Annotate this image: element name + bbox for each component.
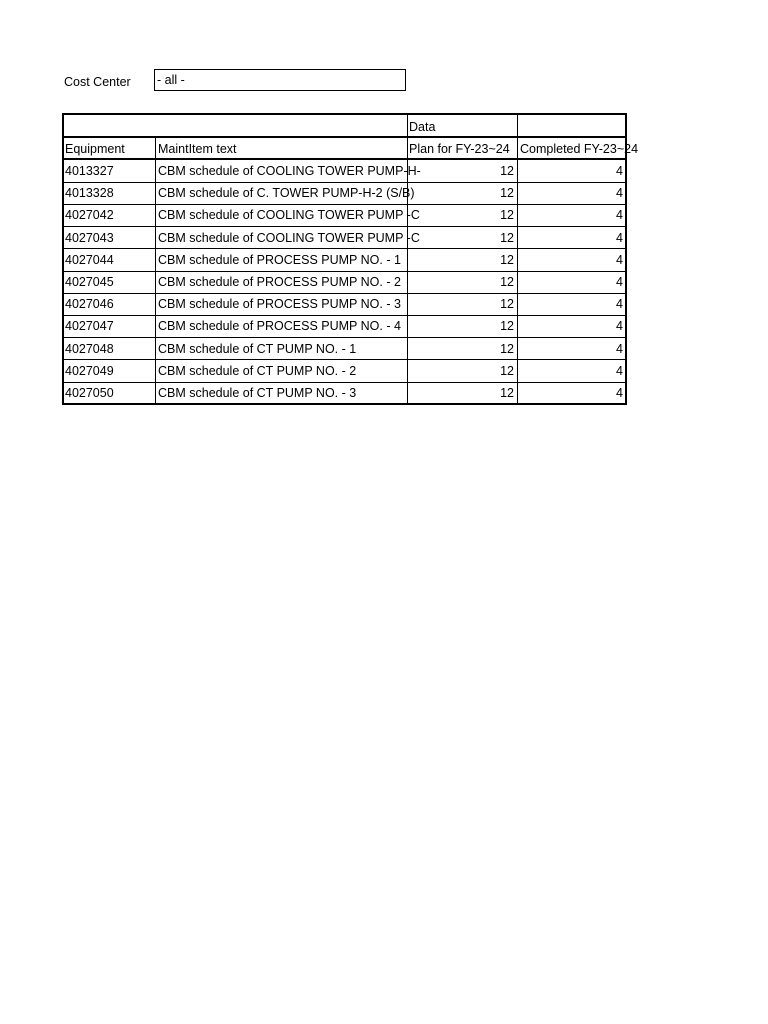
equipment-cell: 4027044 <box>65 252 114 267</box>
completed-cell: 4 <box>616 386 623 400</box>
equipment-cell: 4027045 <box>65 275 114 289</box>
maintitem-text-cell: CBM schedule of CT PUMP NO. - 3 <box>158 386 357 400</box>
plan-cell: 12 <box>500 297 514 312</box>
plan-cell: 12 <box>500 386 514 400</box>
empty-header-cell <box>518 117 626 137</box>
plan-cell: 12 <box>500 186 514 201</box>
plan-cell: 12 <box>500 208 514 223</box>
cost-center-filter[interactable]: - all - <box>154 69 406 91</box>
row-divider <box>64 158 625 160</box>
pivot-table <box>62 113 639 405</box>
maintitem-text-cell: CBM schedule of COOLING TOWER PUMP -C <box>158 230 420 245</box>
maintitem-text-cell: CBM schedule of PROCESS PUMP NO. - 1 <box>158 252 401 267</box>
equipment-cell: 4027046 <box>65 297 114 312</box>
completed-cell: 4 <box>616 297 623 312</box>
equipment-cell: 4027043 <box>65 230 114 245</box>
header-equipment: Equipment <box>65 142 125 156</box>
equipment-cell: 4027042 <box>65 208 114 223</box>
maintitem-text-cell: CBM schedule of C. TOWER PUMP-H-2 (S/B) <box>158 186 415 201</box>
plan-cell: 12 <box>500 319 514 334</box>
data-group-header: Data <box>409 120 436 134</box>
plan-cell: 12 <box>500 164 514 178</box>
row-divider <box>64 136 625 138</box>
maintitem-text-cell: CBM schedule of PROCESS PUMP NO. - 2 <box>158 275 401 289</box>
completed-cell: 4 <box>616 208 623 223</box>
maintitem-text-cell: CBM schedule of PROCESS PUMP NO. - 4 <box>158 319 401 334</box>
equipment-cell: 4027047 <box>65 319 114 334</box>
column-divider <box>517 115 518 403</box>
equipment-cell: 4027048 <box>65 341 114 356</box>
equipment-cell: 4013327 <box>65 164 114 178</box>
completed-cell: 4 <box>616 252 623 267</box>
header-maintitem-text: MaintItem text <box>158 142 237 156</box>
completed-cell: 4 <box>616 230 623 245</box>
column-divider <box>407 115 408 403</box>
plan-cell: 12 <box>500 363 514 378</box>
completed-cell: 4 <box>616 164 623 178</box>
plan-cell: 12 <box>500 275 514 289</box>
maintitem-text-cell: CBM schedule of COOLING TOWER PUMP -C <box>158 208 420 223</box>
completed-cell: 4 <box>616 363 623 378</box>
header-plan: Plan for FY-23~24 <box>409 142 510 156</box>
plan-cell: 12 <box>500 230 514 245</box>
header-completed: Completed FY-23~24 <box>520 142 639 156</box>
column-divider <box>155 137 156 403</box>
plan-cell: 12 <box>500 252 514 267</box>
equipment-cell: 4027049 <box>65 363 114 378</box>
maintitem-text-cell: CBM schedule of COOLING TOWER PUMP-H- <box>158 164 421 178</box>
completed-cell: 4 <box>616 319 623 334</box>
cost-center-label: Cost Center <box>64 75 131 89</box>
completed-cell: 4 <box>616 341 623 356</box>
equipment-cell: 4027050 <box>65 386 114 400</box>
equipment-cell: 4013328 <box>65 186 114 201</box>
maintitem-text-cell: CBM schedule of CT PUMP NO. - 2 <box>158 363 357 378</box>
maintitem-text-cell: CBM schedule of CT PUMP NO. - 1 <box>158 341 357 356</box>
completed-cell: 4 <box>616 186 623 201</box>
maintitem-text-cell: CBM schedule of PROCESS PUMP NO. - 3 <box>158 297 401 312</box>
plan-cell: 12 <box>500 341 514 356</box>
completed-cell: 4 <box>616 275 623 289</box>
